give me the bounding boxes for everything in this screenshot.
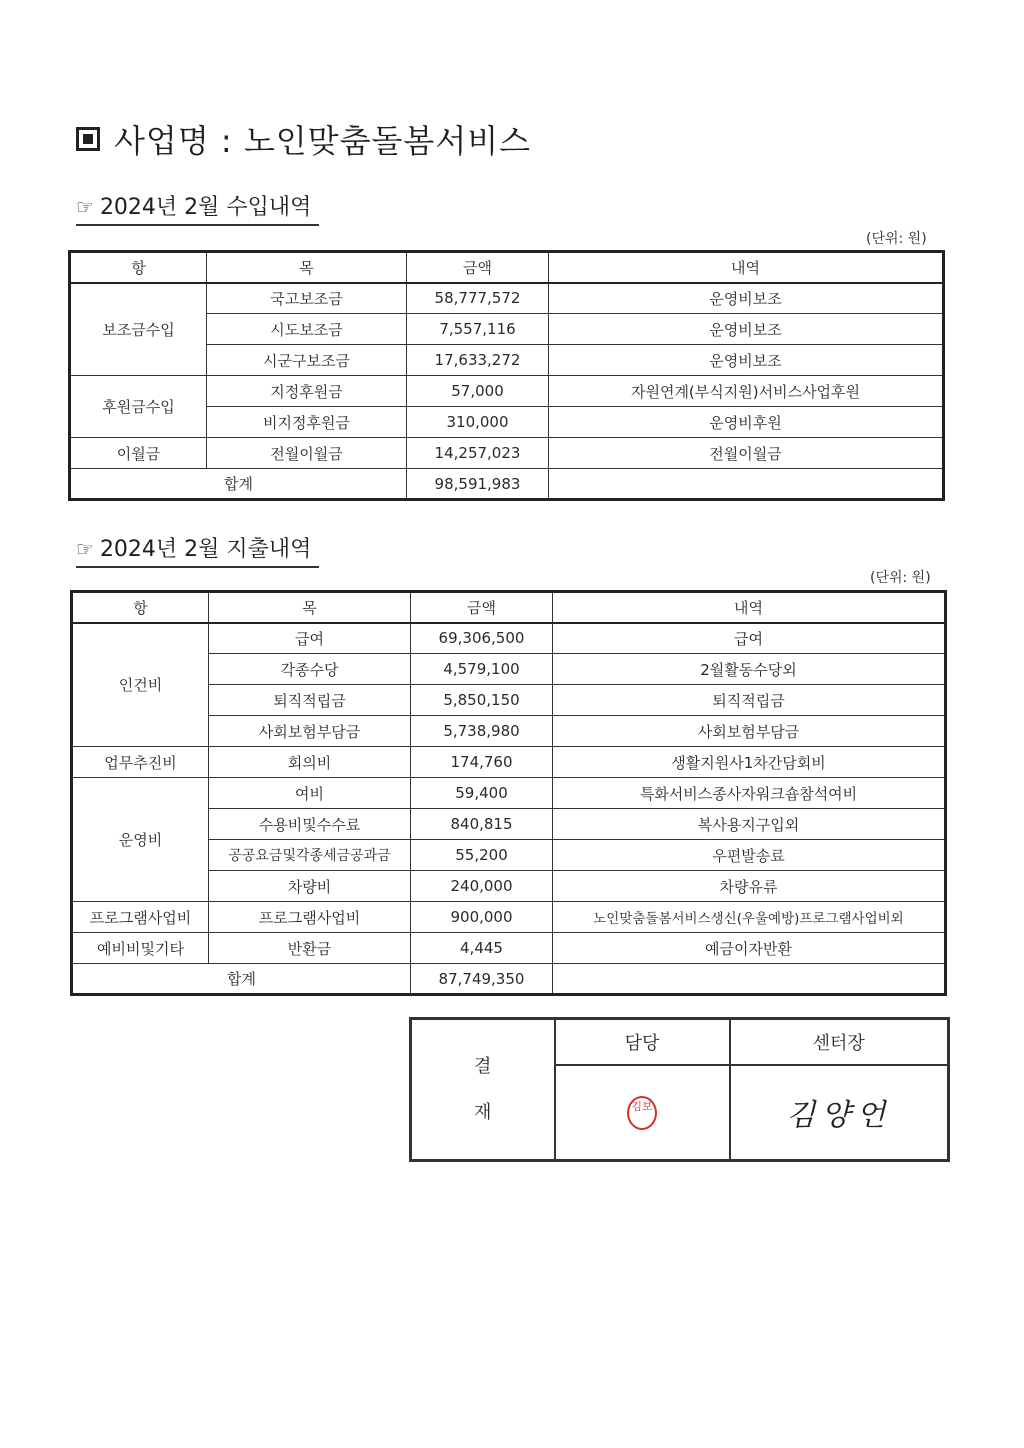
approval-label-top: 결 [474, 1055, 492, 1077]
square-bullet-icon [76, 127, 100, 151]
item-cell: 시도보조금 [207, 314, 407, 345]
item-cell: 수용비및수수료 [209, 809, 411, 840]
table-row [72, 933, 946, 964]
header-item: 목 [209, 592, 411, 623]
detail-cell: 2월활동수당외 [553, 654, 946, 685]
detail-cell: 전월이월금 [549, 438, 944, 469]
detail-cell: 노인맞춤돌봄서비스생신(우울예방)프로그램사업비외 [553, 902, 946, 933]
amount-cell: 310,000 [407, 407, 549, 438]
header-category: 항 [70, 252, 207, 283]
item-cell: 지정후원금 [207, 376, 407, 407]
amount-cell: 174,760 [411, 747, 553, 778]
approval-box [409, 1017, 950, 1162]
category-cell: 이월금 [70, 438, 207, 469]
total-row [72, 964, 946, 995]
header-detail: 내역 [553, 592, 946, 623]
income-table [68, 250, 945, 501]
approval-label-bottom: 재 [474, 1101, 492, 1123]
item-cell: 비지정후원금 [207, 407, 407, 438]
director-header: 센터장 [730, 1019, 949, 1065]
item-cell: 전월이월금 [207, 438, 407, 469]
expense-table [70, 590, 947, 996]
item-cell: 프로그램사업비 [209, 902, 411, 933]
item-cell: 시군구보조금 [207, 345, 407, 376]
handwritten-signature: 김양언 [786, 1098, 892, 1134]
amount-cell: 57,000 [407, 376, 549, 407]
item-cell: 각종수당 [209, 654, 411, 685]
category-cell: 예비비및기타 [72, 933, 209, 964]
category-cell: 후원금수입 [70, 376, 207, 438]
amount-cell: 69,306,500 [411, 623, 553, 654]
page-title-text: 사업명 : 노인맞춤돌봄서비스 [114, 122, 532, 160]
detail-cell: 급여 [553, 623, 946, 654]
item-cell: 반환금 [209, 933, 411, 964]
total-detail-empty [553, 964, 946, 995]
header-detail: 내역 [549, 252, 944, 283]
seal-stamp-icon: 김보 [627, 1096, 657, 1130]
detail-cell: 복사용지구입외 [553, 809, 946, 840]
detail-cell: 퇴직적립금 [553, 685, 946, 716]
amount-cell: 4,445 [411, 933, 553, 964]
table-header-row [72, 592, 946, 623]
director-signature-cell [730, 1065, 949, 1161]
table-row [70, 283, 944, 314]
category-cell: 프로그램사업비 [72, 902, 209, 933]
detail-cell: 예금이자반환 [553, 933, 946, 964]
table-row [72, 747, 946, 778]
table-row [72, 902, 946, 933]
amount-cell: 55,200 [411, 840, 553, 871]
detail-cell: 자원연계(부식지원)서비스사업후원 [549, 376, 944, 407]
total-detail-empty [549, 469, 944, 500]
item-cell: 공공요금및각종세금공과금 [209, 840, 411, 871]
detail-cell: 우편발송료 [553, 840, 946, 871]
item-cell: 급여 [209, 623, 411, 654]
item-cell: 사회보험부담금 [209, 716, 411, 747]
table-row [70, 438, 944, 469]
item-cell: 여비 [209, 778, 411, 809]
detail-cell: 운영비보조 [549, 283, 944, 314]
detail-cell: 운영비후원 [549, 407, 944, 438]
item-cell: 국고보조금 [207, 283, 407, 314]
detail-cell: 생활지원사1차간담회비 [553, 747, 946, 778]
total-label: 합계 [72, 964, 411, 995]
income-heading [76, 190, 319, 226]
income-heading-text: 2024년 2월 수입내역 [99, 195, 312, 220]
detail-cell: 운영비보조 [549, 314, 944, 345]
table-header-row [70, 252, 944, 283]
detail-cell: 사회보험부담금 [553, 716, 946, 747]
category-cell: 인건비 [72, 623, 209, 747]
approval-label [411, 1019, 555, 1161]
category-cell: 보조금수입 [70, 283, 207, 376]
amount-cell: 7,557,116 [407, 314, 549, 345]
detail-cell: 특화서비스종사자워크숍참석여비 [553, 778, 946, 809]
amount-cell: 58,777,572 [407, 283, 549, 314]
amount-cell: 59,400 [411, 778, 553, 809]
amount-cell: 840,815 [411, 809, 553, 840]
detail-cell: 차량유류 [553, 871, 946, 902]
expense-heading-text: 2024년 2월 지출내역 [99, 537, 312, 562]
header-category: 항 [72, 592, 209, 623]
total-amount: 87,749,350 [411, 964, 553, 995]
pointing-hand-icon: ☞ [76, 195, 94, 219]
total-label: 합계 [70, 469, 407, 500]
amount-cell: 4,579,100 [411, 654, 553, 685]
amount-cell: 17,633,272 [407, 345, 549, 376]
page-title [76, 116, 531, 162]
staff-seal-cell [555, 1065, 730, 1161]
amount-cell: 5,738,980 [411, 716, 553, 747]
category-cell: 업무추진비 [72, 747, 209, 778]
expense-unit-note: (단위: 원) [870, 570, 931, 586]
total-row [70, 469, 944, 500]
pointing-hand-icon: ☞ [76, 537, 94, 561]
table-row [72, 778, 946, 809]
header-amount: 금액 [407, 252, 549, 283]
amount-cell: 5,850,150 [411, 685, 553, 716]
amount-cell: 240,000 [411, 871, 553, 902]
item-cell: 회의비 [209, 747, 411, 778]
total-amount: 98,591,983 [407, 469, 549, 500]
table-row [72, 623, 946, 654]
item-cell: 퇴직적립금 [209, 685, 411, 716]
staff-header: 담당 [555, 1019, 730, 1065]
header-amount: 금액 [411, 592, 553, 623]
income-unit-note: (단위: 원) [866, 231, 927, 247]
header-item: 목 [207, 252, 407, 283]
amount-cell: 14,257,023 [407, 438, 549, 469]
detail-cell: 운영비보조 [549, 345, 944, 376]
category-cell: 운영비 [72, 778, 209, 902]
expense-heading [76, 532, 319, 568]
amount-cell: 900,000 [411, 902, 553, 933]
item-cell: 차량비 [209, 871, 411, 902]
table-row [70, 376, 944, 407]
